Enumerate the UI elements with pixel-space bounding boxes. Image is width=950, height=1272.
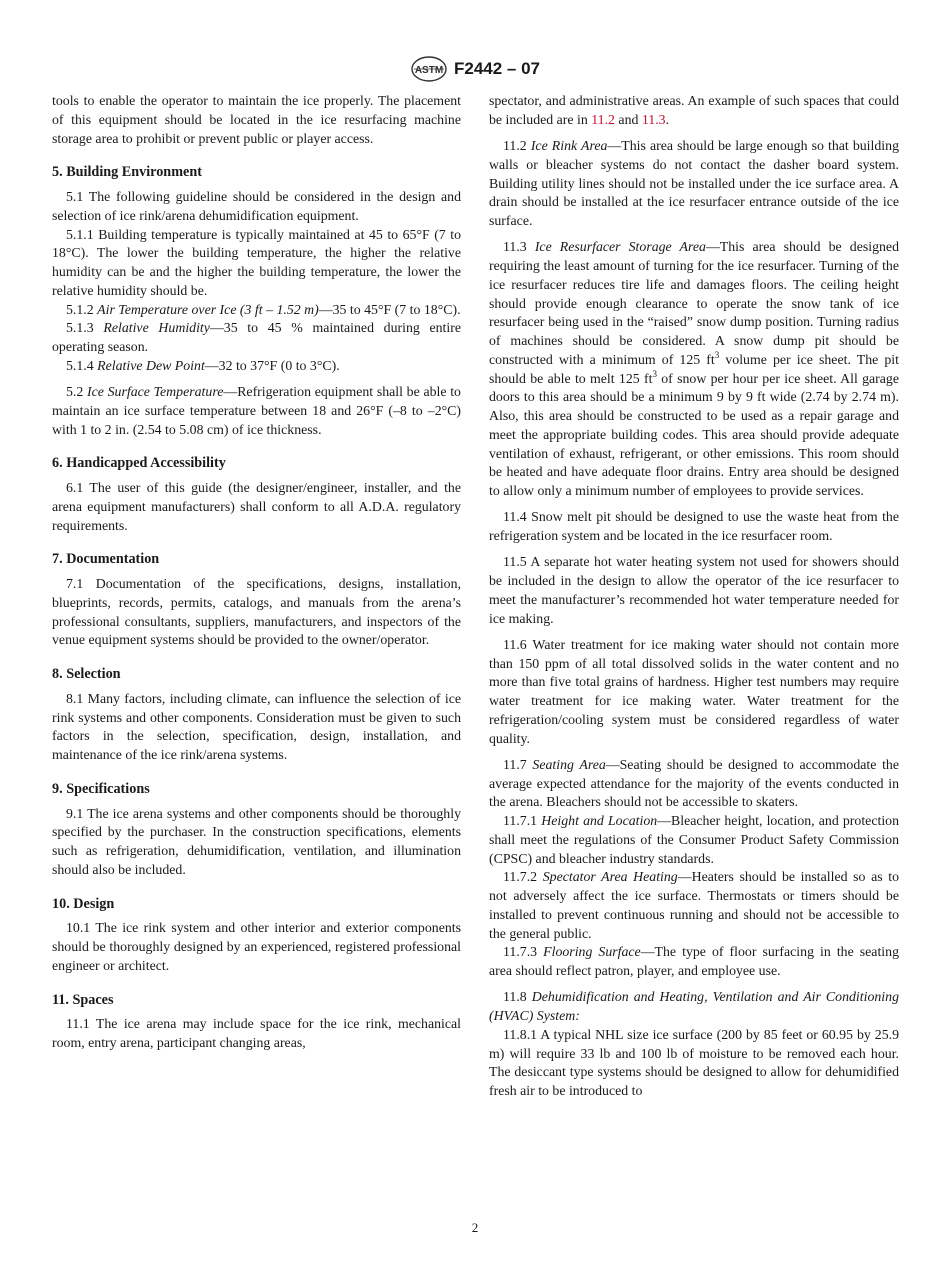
term: Air Temperature over Ice (3 ft – 1.52 m) — [97, 301, 319, 317]
paragraph-5-2: 5.2 Ice Surface Temperature—Refrigeration equipment shall be able to maintain an ice surface temperature between 18 and 26°F (–8 to –2°C) with 1 to 2 in. (2.54 to 5.08 cm) of ice thickness. — [52, 384, 461, 437]
left-column — [52, 92, 461, 1053]
link-11-3[interactable]: 11.3 — [641, 111, 666, 127]
section-heading-6: 6. Handicapped Accessibility — [52, 455, 226, 472]
astm-logo-icon — [410, 55, 448, 83]
term: Relative Dew Point — [97, 357, 205, 373]
paragraph-11-6: 11.6 Water treatment for ice making water should not contain more than 150 ppm of all total dissolved solids in the water content and no more than five total grains of hardness. Higher test numbers may require water treatment for ice making water. Water treatment for the refrigeration/cooling system must be considered regardless of water quality. — [489, 636, 899, 746]
term: Relative Humidity — [103, 320, 210, 336]
paragraph-11-8-1: 11.8.1 A typical NHL size ice surface (200 by 85 feet or 60.95 by 25.9 m) will require 33 lb and 100 lb of moisture to be removed each hour. The desiccant type systems should be designed to allow for dehumidified fresh air to be introduced to — [489, 1026, 899, 1098]
paragraph-5-1-4: 5.1.4 Relative Dew Point—32 to 37°F (0 to 3°C). — [66, 357, 340, 373]
page-header — [0, 55, 950, 85]
page-number: 2 — [471, 1220, 479, 1235]
paragraph-11-2: 11.2 Ice Rink Area—This area should be large enough so that building walls or bleacher systems do not contact the dasher board system. Building utility lines should not be installed under the ice surface area. A drain should be installed at the ice resurfacer entrance outside of the ice surface. — [489, 138, 899, 228]
paragraph-8-1: 8.1 Many factors, including climate, can influence the selection of ice rink systems and other components. Consideration must be given to such factors in the selection, specification, design, installation, and maintenance of the ice rink/arena systems. — [52, 690, 461, 762]
paragraph-11-7-2: 11.7.2 Spectator Area Heating—Heaters should be installed so as to not adversely affect the ice surface. Thermostats or timers should be installed to prevent continuous running and should not be accessible to the general public. — [489, 869, 899, 941]
section-heading-7: 7. Documentation — [52, 551, 160, 568]
section-heading-11: 11. Spaces — [52, 991, 114, 1008]
term: Flooring Surface — [543, 944, 641, 960]
paragraph-5-1-3: 5.1.3 Relative Humidity—35 to 45 % maintained during entire operating season. — [52, 320, 461, 354]
term: Spectator Area Heating — [542, 869, 678, 885]
section-heading-9: 9. Specifications — [52, 780, 150, 797]
continued-paragraph: spectator, and administrative areas. An example of such spaces that could be included are in 11.2 and 11.3. — [489, 93, 899, 127]
paragraph-11-3: 11.3 Ice Resurfacer Storage Area—This area should be designed requiring the least amount of turning for the ice resurfacer. Turning of the ice resurfacer reduces tire life and damages floors. The ceiling height should provide enough clearance to operate the snow tank of ice resurfacer being used in the “raised” snow dump position. Turning radius of machines should be considered. A snow dump pit should be constructed with a minimum of 125 $ft^3$ volume per ice sheet. The pit should be able to melt 125 $ft^3$ of snow per hour per ice sheet. All garage doors to this area should be a minimum 9 by 9 ft wide (2.74 by 2.74 m). Also, this area should be constructed to be used as a repair garage and meet the appropriate building codes. This area should provide adequate ventilation of exhaust, refrigerant, or other emissions. This room should be heated and have adequate floor drains. Entry area should be designed to allow only a minimum number of employees to provide services. — [489, 239, 900, 498]
right-column — [489, 92, 899, 1101]
paragraph-7-1: 7.1 Documentation of the specifications, designs, installation, blueprints, records, permits, catalogs, and manuals from the arena’s professional consultants, suppliers, manufacturers, and inspectors of the venue equipment systems should be provided to the owner/operator. — [52, 576, 461, 648]
paragraph-6-1: 6.1 The user of this guide (the designer/engineer, installer, and the arena equipment manufacturers) shall conform to all A.D.A. regulatory requirements. — [52, 480, 461, 533]
term: Ice Rink Area — [530, 138, 608, 153]
paragraph-11-7-1: 11.7.1 Height and Location—Bleacher height, location, and protection shall meet the regulations of the Consumer Product Safety Commission (CPSC) and bleacher industry standards. — [489, 813, 900, 866]
term: Ice Surface Temperature — [87, 384, 224, 399]
paragraph-11-4: 11.4 Snow melt pit should be designed to use the waste heat from the refrigeration system and be located in the ice resurfacer room. — [489, 509, 899, 543]
section-heading-8: 8. Selection — [52, 666, 121, 682]
term: Dehumidification and Heating, Ventilation and Air Conditioning (HVAC) System: — [489, 989, 899, 1023]
paragraph-10-1: 10.1 The ice rink system and other interior and exterior components should be thoroughly designed by an experienced, registered professional engineer or architect. — [52, 920, 461, 973]
paragraph-9-1: 9.1 The ice arena systems and other components should be thoroughly specified by the purchaser. In the construction specifications, elements such as refrigeration, dehumidification, ventilation, and illumination should also be included. — [52, 805, 461, 877]
section-heading-10: 10. Design — [52, 895, 115, 912]
paragraph-11-1: 11.1 The ice arena may include space for the ice rink, mechanical room, entry arena, participant changing areas, — [52, 1016, 461, 1050]
paragraph-5-1-1: 5.1.1 Building temperature is typically maintained at 45 to 65°F (7 to 18°C). The lower the building temperature, the higher the relative humidity can be and the higher the building temperature, the lower the relative humidity should be. — [52, 226, 461, 298]
section-heading-5: 5. Building Environment — [52, 164, 202, 181]
paragraph-11-7: 11.7 Seating Area—Seating should be designed to accommodate the average expected attendance for the majority of the events conducted in the arena. Bleachers should not be accessible to skaters. — [489, 756, 899, 810]
paragraph-5-1-2: 5.1.2 Air Temperature over Ice (3 ft – 1.52 m)—35 to 45°F (7 to 18°C). — [66, 301, 461, 317]
term: Seating Area — [532, 756, 606, 772]
term: Ice Resurfacer Storage Area — [534, 239, 706, 255]
document-designation: F2442 – 07 — [453, 59, 540, 78]
continued-paragraph: tools to enable the operator to maintain the ice properly. The placement of this equipment should be located in the ice resurfacing machine storage area to prohibit or prevent public or player access. — [52, 93, 461, 146]
logo-text: ASTM — [414, 65, 444, 76]
paragraph-11-8: 11.8 Dehumidification and Heating, Ventilation and Air Conditioning (HVAC) System: — [489, 989, 899, 1023]
paragraph-11-5: 11.5 A separate hot water heating system not used for showers should be included in the design to allow the operator of the ice resurfacer to meet the manufacturer’s recommended hot water temperature needed for ice making. — [489, 554, 899, 626]
paragraph-11-7-3: 11.7.3 Flooring Surface—The type of floor surfacing in the seating area should reflect patron, player, and employee use. — [489, 944, 899, 978]
link-11-2[interactable]: 11.2 — [591, 111, 615, 127]
paragraph-5-1: 5.1 The following guideline should be considered in the design and selection of ice rink/arena dehumidification equipment. — [52, 189, 461, 223]
term: Height and Location — [541, 813, 658, 828]
